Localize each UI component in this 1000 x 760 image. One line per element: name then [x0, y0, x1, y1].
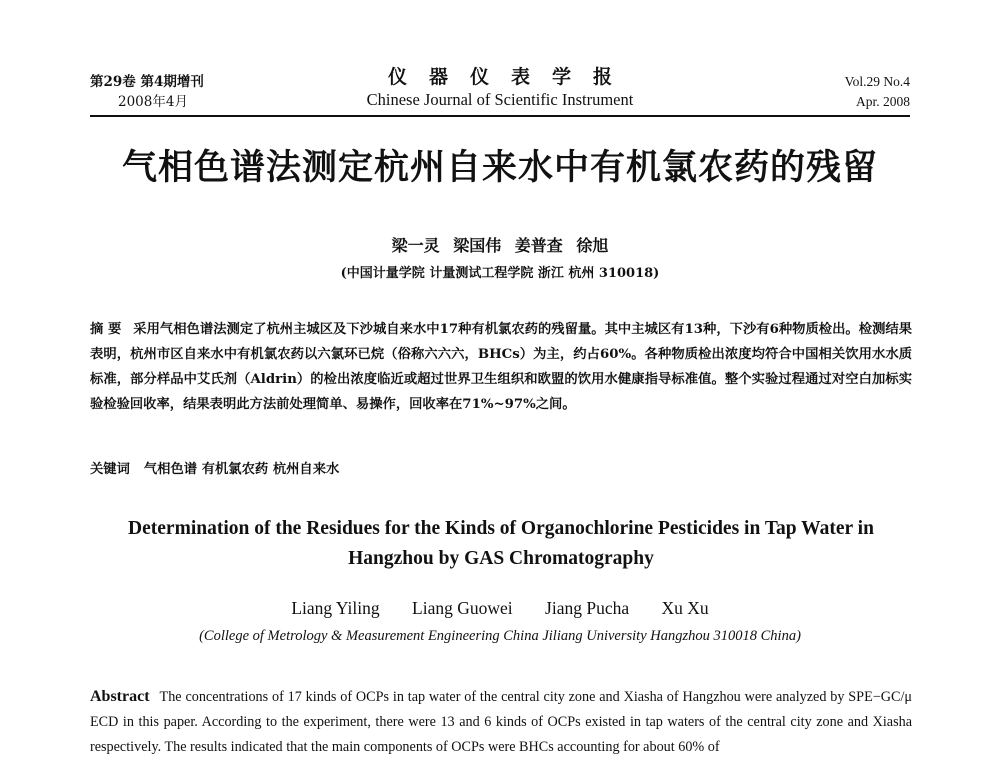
abstract-en-text: The concentrations of 17 kinds of OCPs in tap water of the central city zone and Xiasha of Hangzhou were analyzed by SPE−GC/μ ECD in this paper. According to the experiment, there were 13 and 6 kinds of OCPs existed in tap waters of the central city zone and Xiasha respectively. The results indicated that the main components of OCPs were BHCs accounting for about 60% of [90, 689, 912, 755]
date-en: Apr. 2008 [856, 94, 910, 109]
journal-name-en: Chinese Journal of Scientific Instrument [366, 90, 634, 109]
journal-name-cn: 仪器仪表学报 [387, 66, 634, 88]
abstract-cn [90, 317, 912, 417]
keywords-cn-text: 气相色谱 有机氯农药 杭州自来水 [143, 462, 340, 477]
authors-cn: 梁一灵 梁国伟 姜普查 徐旭 [391, 236, 609, 255]
affiliation-en: (College of Metrology & Measurement Engineering China Jiliang University Hangzhou 310018 China) [199, 628, 801, 644]
abstract-cn-label: 摘 要 [90, 322, 122, 337]
paper-title-cn: 气相色谱法测定杭州自来水中有机氯农药的残留 [121, 148, 878, 188]
volume-issue-en: Vol.29 No.4 [844, 74, 910, 89]
date-cn: 2008年4月 [118, 94, 188, 110]
abstract-en [90, 684, 912, 760]
header-center [90, 62, 910, 110]
author-en: Xu Xu [661, 598, 709, 618]
authors-en [0, 598, 1000, 619]
paper-title-en: Determination of the Residues for the Kinds of Organochlorine Pesticides in Tap Water in Hangzhou by GAS Chromatography [128, 518, 874, 569]
journal-header [90, 60, 910, 120]
volume-issue-cn: 第29卷 第4期增刊 [90, 74, 204, 90]
header-rule [90, 115, 910, 117]
abstract-en-label: Abstract [90, 688, 150, 705]
author-en: Jiang Pucha [545, 598, 630, 618]
abstract-cn-text: 采用气相色谱法测定了杭州主城区及下沙城自来水中17种有机氯农药的残留量。其中主城区有13种，下沙有6种物质检出。检测结果表明，杭州市区自来水中有机氯农药以六氯环已烷（俗称六六六，BHCs）为主，约占60%。各种物质检出浓度均符合中国相关饮用水水质标准，部分样品中艾氏剂（Aldrin）的检出浓度临近或超过世界卫生组织和欧盟的饮用水健康指导标准值。整个实验过程通过对空白加标实验检验回收率，结果表明此方法前处理简单、易操作，回收率在71%~97%之间。 [90, 322, 912, 412]
author-en: Liang Yiling [291, 598, 380, 618]
keywords-cn [90, 458, 339, 477]
affiliation-cn: (中国计量学院 计量测试工程学院 浙江 杭州 310018) [340, 266, 660, 281]
keywords-cn-label: 关键词 [90, 462, 130, 477]
header-right [845, 72, 910, 112]
author-en: Liang Guowei [412, 598, 513, 618]
